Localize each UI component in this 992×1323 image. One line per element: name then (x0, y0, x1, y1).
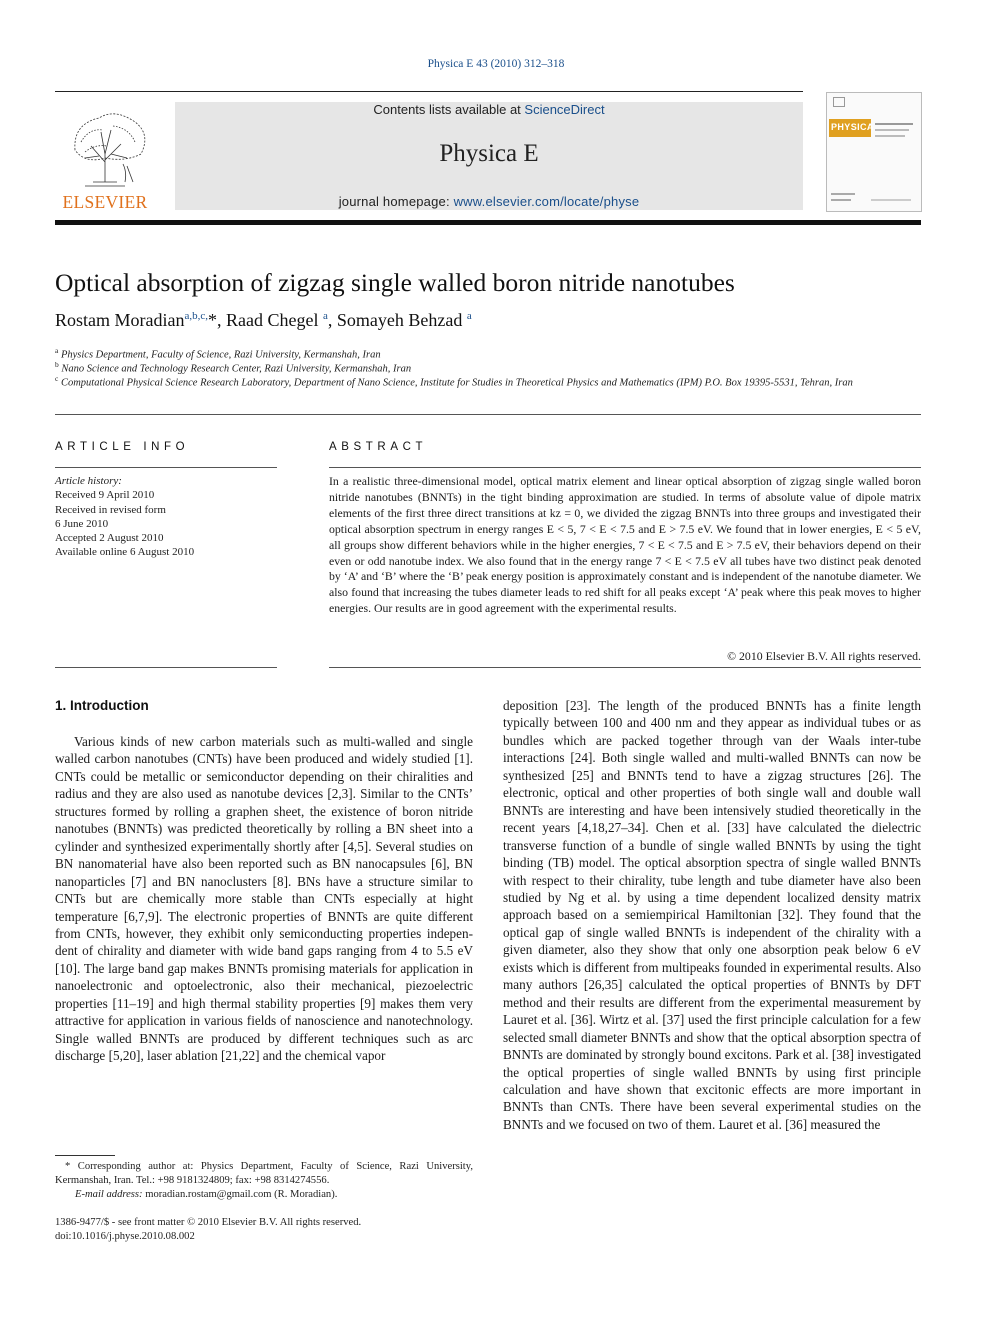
email-link[interactable]: moradian.rostam@gmail.com (R. Moradian). (145, 1189, 338, 1200)
history-item: 6 June 2010 (55, 517, 109, 530)
author-name[interactable]: Somayeh Behzad (336, 310, 463, 330)
footnote-email: E-mail address: moradian.rostam@gmail.com (R. Moradian). (75, 1189, 338, 1200)
article-title: Optical absorption of zigzag single walled boron nitride nanotubes (55, 268, 735, 297)
affiliation: $^c$ Computational Physical Science Research Laboratory, Department of Nano Science, Institute for Studies in Theoretical Physics and Mathematics (IPM) P.O. Box 19395-5531, Tehran, Iran (55, 374, 853, 389)
cover-text-line (831, 193, 855, 195)
article-history (55, 474, 277, 560)
abstract-heading: ABSTRACT (329, 441, 428, 453)
footnote-rule (55, 1155, 115, 1156)
author-name[interactable]: Raad Chegel (226, 310, 319, 330)
article-info-heading: ARTICLE INFO (55, 441, 190, 453)
doi-link[interactable]: doi:10.1016/j.physe.2010.08.002 (55, 1231, 195, 1242)
contents-line: Contents lists available at ScienceDirect (373, 102, 605, 117)
journal-cover-thumbnail[interactable] (826, 92, 922, 212)
author-name[interactable]: Rostam Moradian (55, 310, 185, 330)
corresponding-star[interactable]: * (208, 310, 217, 330)
header-rule (55, 91, 803, 92)
history-item: Received 9 April 2010 (55, 489, 155, 502)
abstract-copyright: © 2010 Elsevier B.V. All rights reserved. (727, 649, 921, 663)
abstract-text: In a realistic three-dimensional model, optical matrix element and linear optical absorption of zigzag single walled boron nitride nanotubes (BNNTs) in the tight binding approximation are studied. In terms of absolute value of dipole matrix elements of the first three direct transitions at kz = 0, we divided the zigzag BNNTs into three groups and investigated their optical absorption spectrum in energy ranges E < 5, 7 < E < 7.5 and E > 7.5 eV. We found that in lower energies, E < 5 eV, all groups show different behaviors while in the higher energies, 7 < E < 7.5 and E > 7.5 eV, their behaviors depend on their even or odd nanotube index. We also found that in the energy range 7 < E < 7.5 eV all tubes have two distinct peak denoted by ‘A’ and ‘B’ where the ‘B’ peak energy position is approximately constant and is independent of the nanotube diameter. We also found that increasing the tubes diameter leads to red shift for all peaks except ‘A’ peak where this peak moves to higher energies. Our results are in good agreement with the experimental results. (329, 474, 921, 616)
body-column-right (503, 697, 921, 1133)
issn-line: 1386-9477/$ - see front matter © 2010 Elsevier B.V. All rights reserved. (55, 1217, 362, 1228)
header-thick-rule (55, 220, 921, 225)
footnote-corresponding: * Corresponding author at: Physics Department, Faculty of Science, Razi University, Kermanshah, Iran. Tel.: +98 9181324809; fax: +98 8314274556. E-mail address: moradian.rostam@gmail.com (R. Moradian). (55, 1161, 473, 1200)
cover-text-line (875, 123, 913, 125)
elsevier-logo[interactable] (55, 102, 155, 212)
front-matter (55, 1216, 473, 1244)
history-item: Accepted 2 August 2010 (55, 532, 164, 545)
cover-title-block (829, 119, 874, 137)
cover-emblem-icon (833, 97, 845, 107)
article-info-bottom-rule (55, 667, 277, 668)
author-list: Rostam Moradian$^{a,b,c,}$*, Raad Chegel $^a$, Somayeh Behzad $^a$ (55, 310, 472, 330)
author-affiliation-marks[interactable]: a (466, 310, 472, 322)
journal-citation[interactable]: Physica E 43 (2010) 312–318 (427, 58, 565, 70)
body-column-left (55, 733, 473, 1065)
abstract-rule (329, 467, 921, 468)
cover-text-line (831, 199, 851, 201)
history-label: Article history: (55, 475, 122, 487)
sciencedirect-link[interactable]: ScienceDirect (524, 102, 605, 117)
abstract-bottom-rule (329, 667, 921, 668)
homepage-line: journal homepage: www.elsevier.com/locate/physe (338, 194, 640, 209)
publisher-wordmark: ELSEVIER (62, 192, 148, 212)
paragraph: Various kinds of new carbon materials such as multi-walled and single walled carbon nanotubes (CNTs) have been produced and widely studied [1]. CNTs could be metallic or semiconductor depending on their chiralities and radius and they are also used as nanotube devices [2,3]. Similar to the CNTs’ structures formed by rolling a graphen sheet, the existence of boron nitride nanotubes (BNNTs) was predicted theoretically by rolling a BN sheet into a cylinder and synthesized experimentally shortly after [4,5]. Several studies on BN nanomaterial have also been reported such as BN nanocapsules [6], BN nanoparticles [7] and BN nanoclusters [8]. BNs have a structure similar to CNTs but are chemically more stable than CNTs especially at hight temperature [6,7,9]. The electronic properties of BNNTs are quite different from CNTs, however, they exhibit only semiconducting properties indepen-dent of chirality and diameter with wide band gaps ranging from 4 to 5.5 eV [10]. The large band gap makes BNNTs promising materials for application in nanoelectronic and optoelectronic, also their mechanical, piezoelectric properties [11–19] and high thermal stability properties [9] makes them very attractive for application in various fields of nanoscience and nanotechnology. Single walled BNNTs are produced by different techniques such as arc discharge [5,20], laser ablation [21,22] and the chemical vapor (55, 734, 473, 1064)
journal-banner (175, 102, 803, 210)
paragraph: deposition [23]. The length of the produced BNNTs has a finite length typically between 100 and 400 nm and they appear as individual tubes or as bundles which are packed together through van der Waals inter-tube interactions [24]. Both single walled and multi-walled BNNTs can now be synthesized [25] and BNNTs tend to have a zigzag structures [26]. The electronic, optical and other properties of both single wall and double wall BNNTs are interesting and have been intensively studied theoretically in the recent years [4,18,27–34]. Chen et al. [33] have calculated the dielectric transverse function of a bundle of single walled BNNTs by using the tight binding (TB) model. The optical absorption spectra of single walled BNNTs with respect to their chirality, tube length and tube diameter have also been studied by Ng et al. by using a time dependent localized density matrix approach based on a semiempirical Hamiltonian [32]. They found that the optical gap of single walled BNNTs is independent of the chirality with a given diameter, also they show that only one absorption peak below 6 eV exists which is different from multipeaks founded in experimental results. Also many authors [26,35] calculated the optical properties of BNNTs by DFT method and their results are different from the experimental measurement by Lauret et al. [36]. Wirtz et al. [37] used the first principle calculation for a few selected small diameter BNNTs and show that the optical absorption spectra of BNNTs are dominated by strongly bound excitons. Park et al. [38] investigated the optical properties of single walled BNNTs by using first principle calculation and have shown that excitonic effects are more important in BNNTs than CNTs. There have been several experimental studies on the BNNTs and we focused on two of them. Lauret et al. [36] measured the (503, 698, 921, 1132)
affiliation-rule (55, 414, 921, 415)
history-item: Received in revised form (55, 503, 166, 516)
journal-name: Physica E (439, 140, 539, 167)
article-info-rule (55, 467, 277, 468)
author-affiliation-marks[interactable]: a,b,c, (184, 310, 208, 322)
author-affiliation-marks[interactable]: a (322, 310, 328, 322)
cover-text-line (875, 135, 905, 137)
affiliation: $^a$ Physics Department, Faculty of Science, Razi University, Kermanshah, Iran (55, 346, 381, 361)
homepage-link[interactable]: www.elsevier.com/locate/physe (453, 194, 640, 209)
cover-text-line (875, 129, 909, 131)
section-heading-introduction: 1. Introduction (55, 698, 149, 713)
cover-text-line (871, 199, 911, 201)
cover-title: PHYSICA (831, 122, 874, 132)
history-item: Available online 6 August 2010 (55, 546, 195, 559)
affiliation: $^b$ Nano Science and Technology Research Center, Razi University, Kermanshah, Iran (55, 360, 412, 375)
